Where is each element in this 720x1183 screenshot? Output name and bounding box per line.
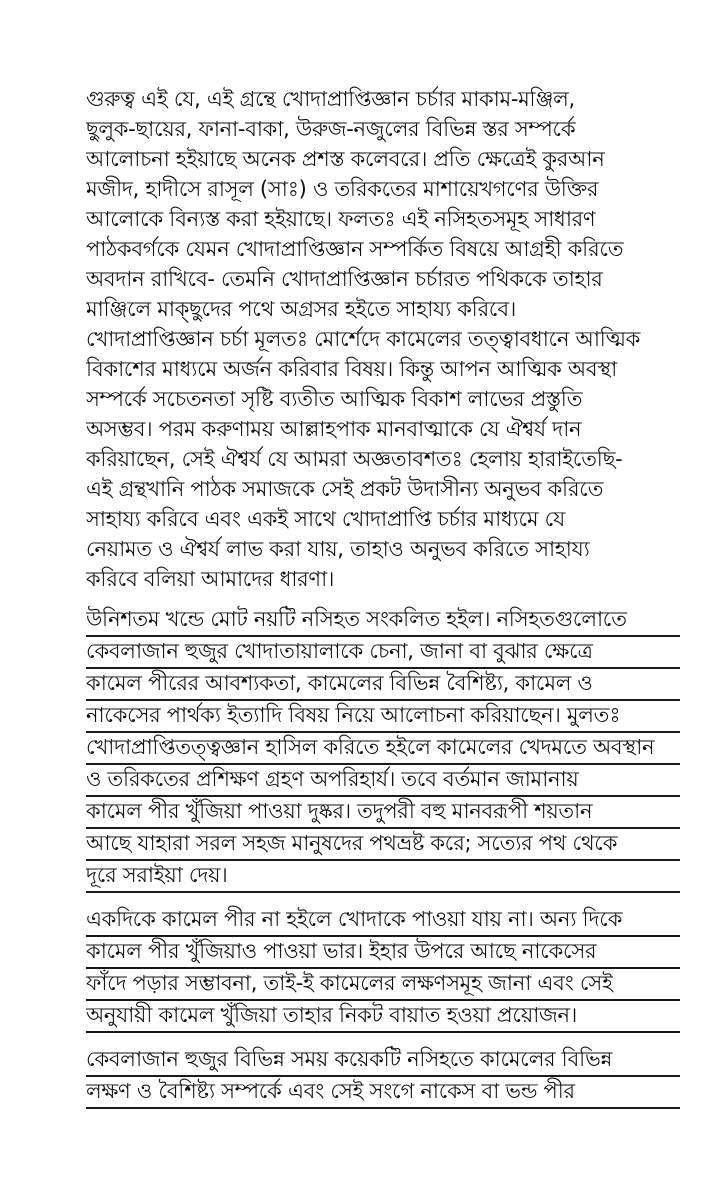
- text-line: কেবলাজান হুজুর বিভিন্ন সময় কয়েকটি নসিহতে কামেলের বিভিন্ন: [86, 1045, 680, 1077]
- text-line: নাকেসের পার্থক্য ইত্যাদি বিষয় নিয়ে আলোচনা করিয়াছেন। মুলতঃ: [86, 701, 680, 733]
- paragraph-intro: [86, 84, 680, 594]
- text-line: গুরুত্ব এই যে, এই গ্রন্থে খোদাপ্রাপ্তিজ্ঞান চর্চার মাকাম-মঞ্জিল,: [86, 87, 575, 111]
- text-line: অনুযায়ী কামেল খুঁজিয়া তাহার নিকট বায়াত হওয়া প্রয়োজন।: [86, 1001, 680, 1033]
- document-page: [86, 84, 680, 1109]
- text-line: সাহায্য করিবে এবং একই সাথে খোদাপ্রাপ্তি চর্চার মাধ্যমে যে: [86, 507, 565, 531]
- text-line: কেবলাজান হুজুর খোদাতায়ালাকে চেনা, জানা বা বুঝার ক্ষেত্রে: [86, 637, 680, 669]
- text-line: অবদান রাখিবে- তেমনি খোদাপ্রাপ্তিজ্ঞান চর্চারত পথিককে তাহার: [86, 267, 603, 291]
- text-line: আছে যাহারা সরল সহজ মানুষদের পথভ্রষ্ট করে; সত্যের পথ থেকে: [86, 829, 680, 861]
- text-line: আলোকে বিন্যস্ত করা হইয়াছে। ফলতঃ এই নসিহতসমূহ সাধারণ: [86, 207, 596, 231]
- text-line: লক্ষণ ও বৈশিষ্ট্য সম্পর্কে এবং সেই সংগে নাকেস বা ভন্ড পীর: [86, 1077, 680, 1109]
- text-line: খোদাপ্রাপ্তিজ্ঞান চর্চা মূলতঃ মোর্শেদে কামেলের তত্ত্বাবধানে আত্মিক: [86, 327, 641, 351]
- text-line: আলোচনা হইয়াছে অনেক প্রশস্ত কলেবরে। প্রতি ক্ষেত্রেই কুরআন: [86, 147, 605, 171]
- text-line: মাঞ্জিলে মাক্ছুদের পথে অগ্রসর হইতে সাহায্য করিবে।: [86, 297, 516, 321]
- text-line: ফাঁদে পড়ার সম্ভাবনা, তাই-ই কামেলের লক্ষণসমূহ জানা এবং সেই: [86, 969, 680, 1001]
- text-line: করিবে বলিয়া আমাদের ধারণা।: [86, 567, 335, 591]
- text-line: অসম্ভব। পরম করুণাময় আল্লাহপাক মানবাত্মাকে যে ঐশ্বর্য দান: [86, 417, 582, 441]
- text-line: এই গ্রন্থখানি পাঠক সমাজকে সেই প্রকট উদাসীন্য অনুভব করিতে: [86, 477, 604, 501]
- text-line: কামেল পীর খুঁজিয়া পাওয়া দুষ্কর। তদুপরী বহু মানবরূপী শয়তান: [86, 797, 680, 829]
- text-line: উনিশতম খন্ডে মোট নয়টি নসিহত সংকলিত হইল। নসিহতগুলোতে: [86, 605, 680, 637]
- text-line: খোদাপ্রাপ্তিতত্ত্বজ্ঞান হাসিল করিতে হইলে কামেলের খেদমতে অবস্থান: [86, 733, 680, 765]
- text-line: একদিকে কামেল পীর না হইলে খোদাকে পাওয়া যায় না। অন্য দিকে: [86, 905, 680, 937]
- paragraph-kamel-pir: [86, 905, 680, 1033]
- text-line: দূরে সরাইয়া দেয়।: [86, 861, 680, 893]
- text-line: নেয়ামত ও ঐশ্বর্য লাভ করা যায়, তাহাও অনুভব করিতে সাহায্য: [86, 537, 590, 561]
- text-line: ও তরিকতের প্রশিক্ষণ গ্রহণ অপরিহার্য। তবে বর্তমান জামানায়: [86, 765, 680, 797]
- text-line: কামেল পীরের আবশ্যকতা, কামেলের বিভিন্ন বৈশিষ্ট্য, কামেল ও: [86, 669, 680, 701]
- text-line: সম্পর্কে সচেতনতা সৃষ্টি ব্যতীত আত্মিক বিকাশ লাভের প্রস্তুতি: [86, 387, 583, 411]
- text-line: মজীদ, হাদীসে রাসূল (সাঃ) ও তরিকতের মাশায়েখগণের উক্তির: [86, 177, 599, 201]
- paragraph-signs: [86, 1045, 680, 1109]
- text-line: বিকাশের মাধ্যমে অর্জন করিবার বিষয়। কিন্তু আপন আত্মিক অবস্থা: [86, 357, 617, 381]
- text-line: করিয়াছেন, সেই ঐশ্বর্য যে আমরা অজ্ঞতাবশতঃ হেলায় হারাইতেছি-: [86, 447, 623, 471]
- text-line: কামেল পীর খুঁজিয়াও পাওয়া ভার। ইহার উপরে আছে নাকেসের: [86, 937, 680, 969]
- paragraph-volume-summary: [86, 605, 680, 893]
- text-line: ছুলুক-ছায়ের, ফানা-বাকা, উরুজ-নজুলের বিভিন্ন স্তর সম্পর্কে: [86, 117, 576, 141]
- text-line: পাঠকবর্গকে যেমন খোদাপ্রাপ্তিজ্ঞান সম্পর্কিত বিষয়ে আগ্রহী করিতে: [86, 237, 624, 261]
